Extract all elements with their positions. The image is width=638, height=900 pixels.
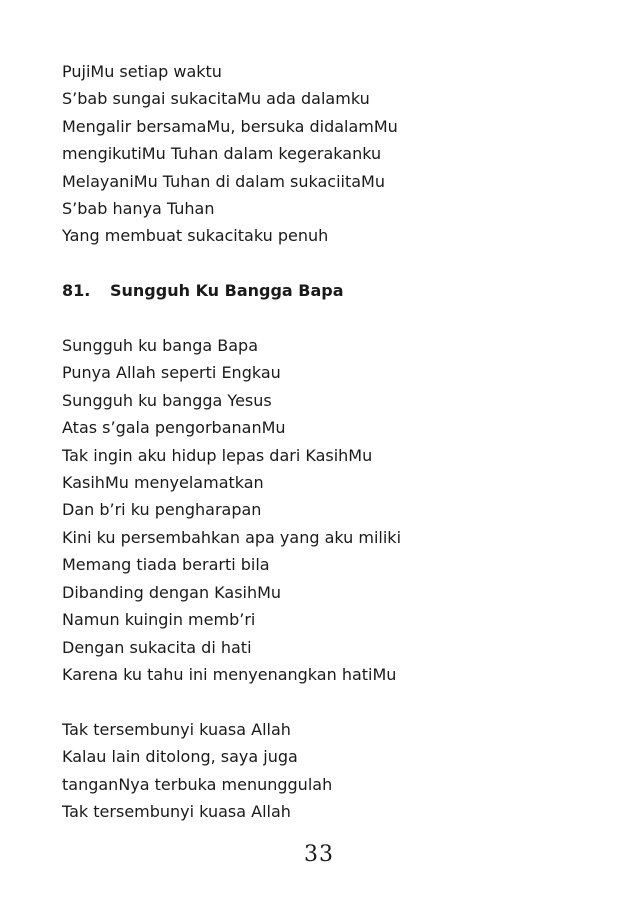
stanza-gap <box>62 250 602 277</box>
stanza-gap <box>62 305 602 332</box>
lyric-line: Tak tersembunyi kuasa Allah <box>62 801 291 821</box>
lyric-line: S’bab sungai sukacitaMu ada dalamku <box>62 89 370 109</box>
lyric-line: Dibanding dengan KasihMu <box>62 582 282 602</box>
lyric-line: Karena ku tahu ini menyenangkan hatiMu <box>62 664 397 684</box>
lyric-line: PujiMu setiap waktu <box>62 62 222 81</box>
song-title: Sungguh Ku Bangga Bapa <box>110 281 344 301</box>
verse-block-3 <box>62 716 602 826</box>
lyric-line: Atas s’gala pengorbananMu <box>62 418 286 438</box>
lyric-line: Tak tersembunyi kuasa Allah <box>62 719 291 739</box>
verse-block-2 <box>62 332 602 688</box>
lyric-line: Namun kuingin memb’ri <box>62 610 256 630</box>
lyric-line: Sungguh ku banga Bapa <box>62 336 259 356</box>
lyric-line: Dengan sukacita di hati <box>62 637 252 657</box>
page-number: 33 <box>304 842 334 867</box>
lyric-line: Kalau lain ditolong, saya juga <box>62 747 298 767</box>
lyric-line: MelayaniMu Tuhan di dalam sukaciitaMu <box>62 171 385 191</box>
lyric-line: Sungguh ku bangga Yesus <box>62 390 272 410</box>
lyric-line: mengikutiMu Tuhan dalam kegerakanku <box>62 144 382 164</box>
lyric-line: Mengalir bersamaMu, bersuka didalamMu <box>62 116 398 136</box>
lyric-line: Yang membuat sukacitaku penuh <box>62 226 329 246</box>
lyric-line: Kini ku persembahkan apa yang aku miliki <box>62 527 402 547</box>
song-number: 81. <box>62 281 91 301</box>
song-heading <box>62 277 602 304</box>
lyric-line: S’bab hanya Tuhan <box>62 199 215 219</box>
lyrics-page <box>62 58 602 825</box>
verse-block-1 <box>62 58 602 250</box>
lyric-line: Punya Allah seperti Engkau <box>62 363 281 383</box>
lyric-line: Dan b’ri ku pengharapan <box>62 500 262 520</box>
lyric-line: Memang tiada berarti bila <box>62 555 270 575</box>
lyric-line: KasihMu menyelamatkan <box>62 473 264 493</box>
lyric-line: tanganNya terbuka menunggulah <box>62 774 333 794</box>
stanza-gap <box>62 688 602 715</box>
lyric-line: Tak ingin aku hidup lepas dari KasihMu <box>62 445 373 465</box>
